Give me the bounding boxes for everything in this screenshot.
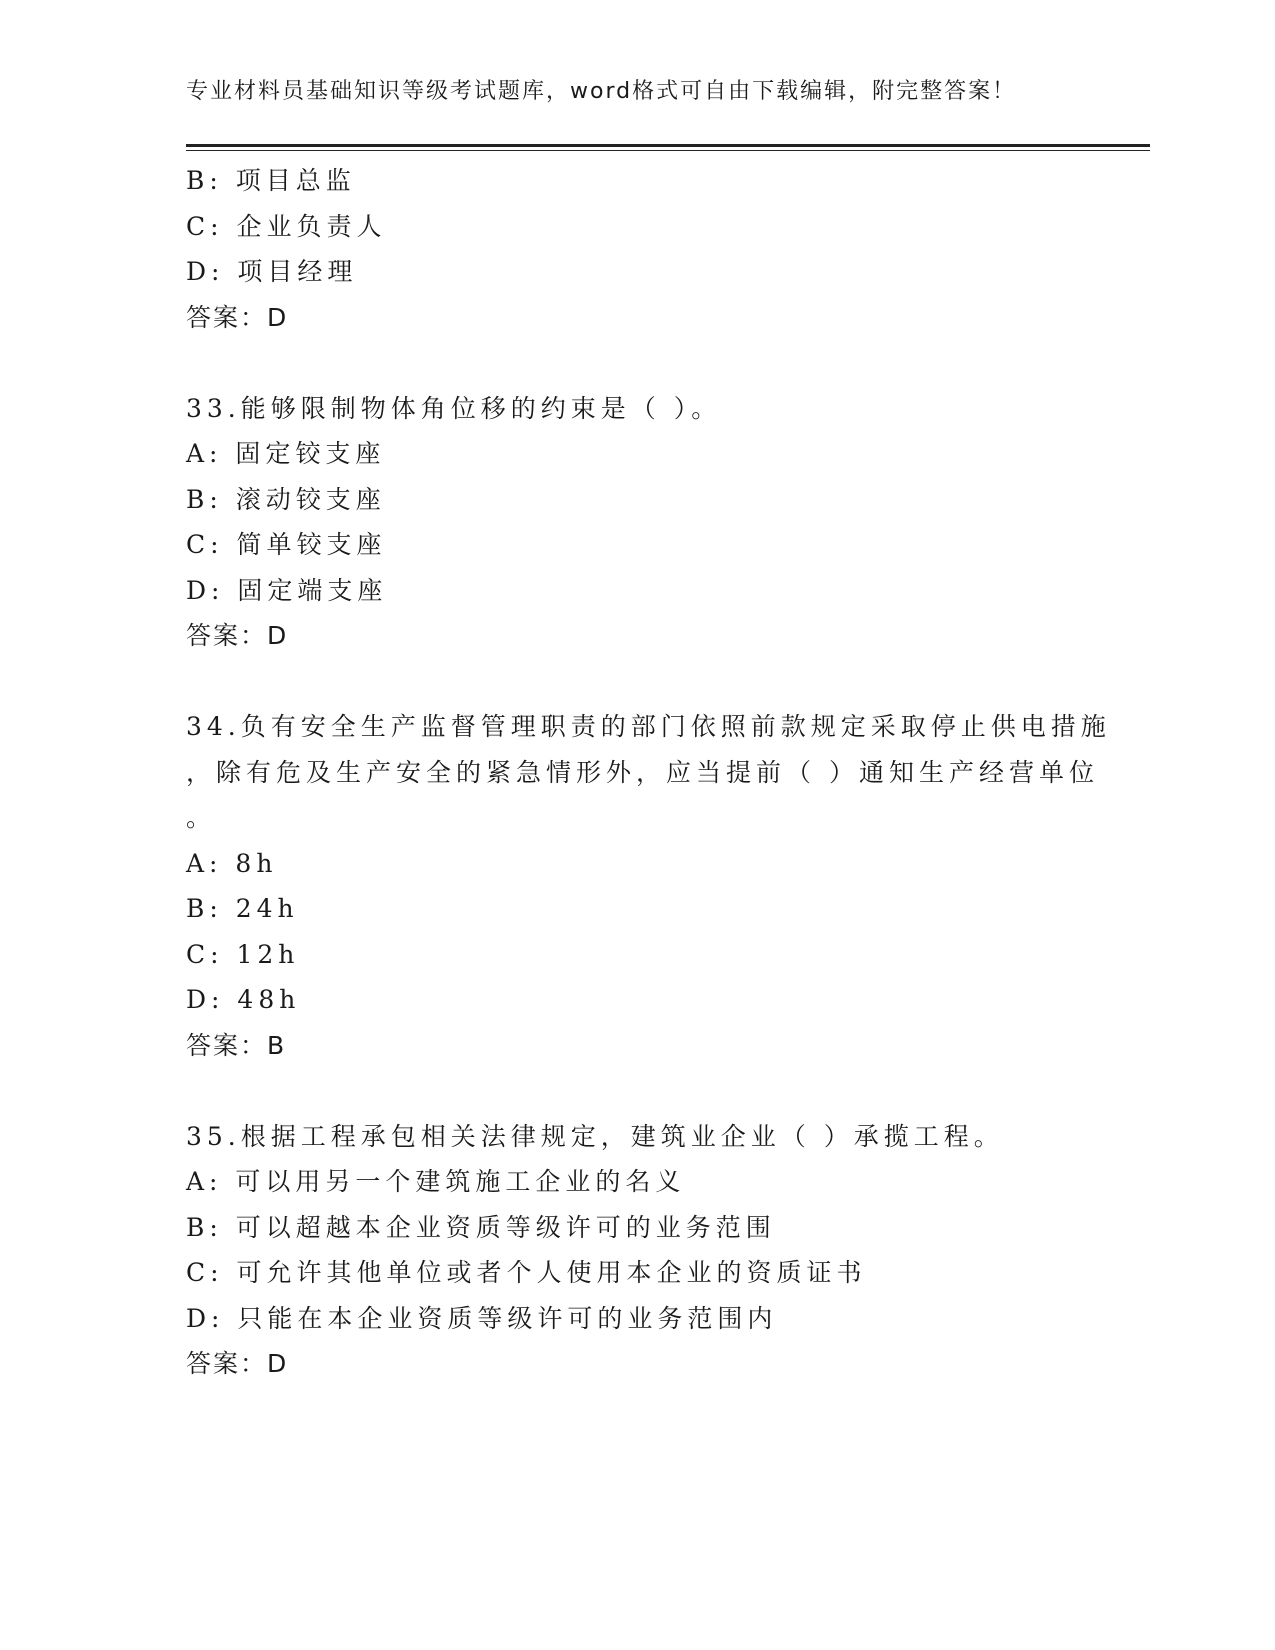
- option-d: D: 48h: [186, 985, 301, 1014]
- option-c: C: 企业负责人: [186, 211, 387, 241]
- question-32-continued: [186, 158, 1086, 340]
- option-c: C: 12h: [186, 939, 300, 969]
- spacer: [186, 340, 1086, 386]
- question-stem-line-2: ，除有危及生产安全的紧急情形外，应当提前（ ）通知生产经营单位: [186, 757, 1099, 787]
- question-stem-line-3: 。: [186, 803, 217, 832]
- answer: 答案：D: [186, 621, 289, 650]
- question-list: [186, 158, 1111, 1387]
- question-stem: 35.根据工程承包相关法律规定，建筑业企业（ ）承揽工程。: [186, 1121, 1004, 1151]
- option-c: C: 简单铰支座: [186, 530, 387, 559]
- option-b: B: 可以超越本企业资质等级许可的业务范围: [186, 1212, 776, 1242]
- option-d: D: 只能在本企业资质等级许可的业务范围内: [186, 1303, 778, 1333]
- answer: 答案：B: [186, 1030, 287, 1060]
- option-d: D: 固定端支座: [186, 575, 388, 605]
- option-a: A: 8h: [186, 848, 278, 878]
- question-33: [186, 386, 1086, 659]
- spacer: [186, 659, 1086, 705]
- option-b: B: 24h: [186, 894, 299, 923]
- option-a: A: 可以用另一个建筑施工企业的名义: [186, 1167, 686, 1196]
- header-rule-thick: [186, 144, 1150, 147]
- page-header: 专业材料员基础知识等级考试题库，word格式可自由下载编辑，附完整答案！: [186, 79, 1017, 104]
- spacer: [186, 1068, 1086, 1114]
- question-stem-line-1: 34.负有安全生产监督管理职责的部门依照前款规定采取停止供电措施: [186, 712, 1111, 741]
- question-34: [186, 704, 1111, 1068]
- answer: 答案：D: [186, 302, 289, 332]
- option-a: A: 固定铰支座: [186, 439, 386, 468]
- option-d: D: 项目经理: [186, 257, 358, 286]
- option-c: C: 可允许其他单位或者个人使用本企业的资质证书: [186, 1258, 867, 1287]
- answer: 答案：D: [186, 1349, 289, 1378]
- question-stem: 33.能够限制物体角位移的约束是（ ）。: [186, 393, 722, 423]
- option-b: B: 滚动铰支座: [186, 484, 386, 514]
- option-b: B: 项目总监: [186, 166, 356, 195]
- header-rule-thin: [186, 150, 1150, 151]
- question-35: [186, 1114, 1086, 1387]
